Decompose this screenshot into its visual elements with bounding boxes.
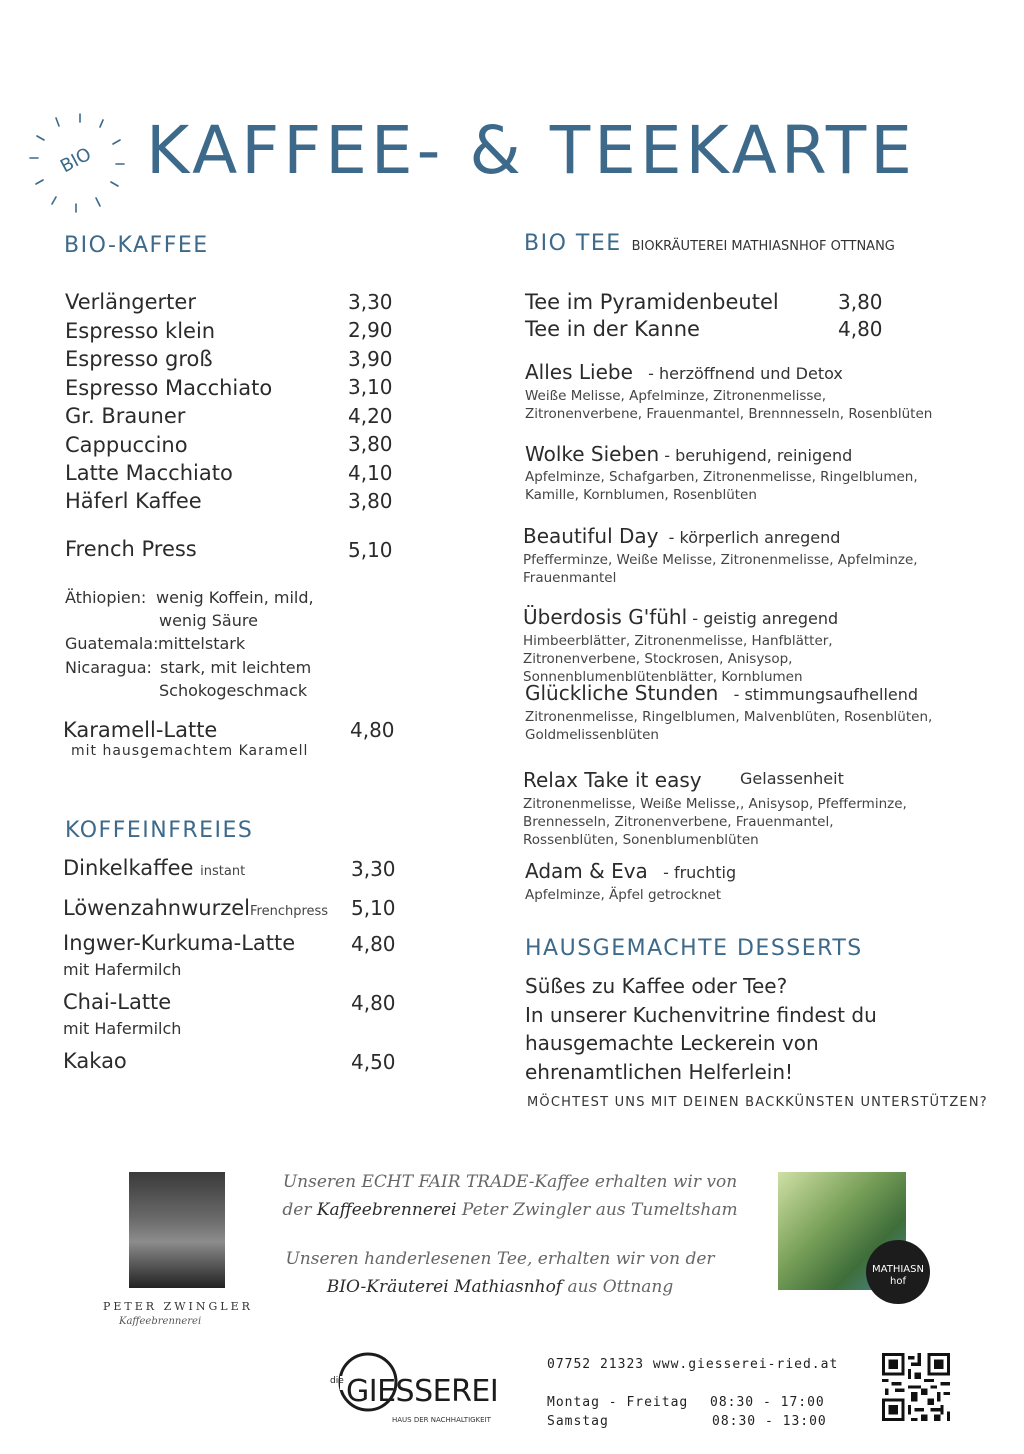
decaf-item-price: 3,30 — [351, 857, 396, 881]
coffee-item-name: Cappuccino — [65, 433, 188, 457]
tea-price-value: 3,80 — [838, 290, 883, 314]
decaf-item-sub: mit Hafermilch — [63, 1019, 182, 1038]
hours-time: 08:30 - 13:00 — [712, 1414, 827, 1429]
french-press-price: 5,10 — [348, 538, 393, 562]
tea-blend-ingredients: Zitronenmelisse, Ringelblumen, Malvenblüten, Rosenblüten, Goldmelissenblüten — [525, 709, 933, 743]
coffee-item-price: 2,90 — [348, 318, 393, 342]
tea-price-name: Tee in der Kanne — [525, 317, 700, 341]
origin-label: Äthiopien: — [65, 588, 147, 607]
decaf-item-price: 4,80 — [351, 991, 396, 1015]
credit-tea-line1: Unseren handerlesenen Tee, erhalten wir von der — [285, 1249, 715, 1269]
tea-blend-title: Überdosis G'fühl - geistig anregend — [523, 605, 839, 629]
coffee-item-price: 3,80 — [348, 489, 393, 513]
contact-info: 07752 21323 www.giesserei-ried.at — [547, 1357, 839, 1372]
decaf-heading: KOFFEINFREIES — [65, 818, 254, 843]
coffee-item-price: 3,80 — [348, 432, 393, 456]
tea-blend-title: Beautiful Day - körperlich anregend — [523, 524, 841, 548]
french-press-name: French Press — [65, 537, 197, 561]
coffee-item-name: Espresso groß — [65, 347, 213, 371]
origin-text: Schokogeschmack — [159, 681, 308, 700]
desserts-heading: HAUSGEMACHTE DESSERTS — [525, 936, 863, 961]
karamell-latte-price: 4,80 — [350, 718, 395, 742]
tea-blend-title: Adam & Eva - fruchtig — [525, 859, 737, 883]
hours-time: 08:30 - 17:00 — [710, 1395, 825, 1410]
origin-text: mittelstark — [158, 634, 246, 653]
peter-zwingler-photo — [129, 1172, 225, 1288]
decaf-item-name: Kakao — [63, 1049, 127, 1073]
tea-blend-ingredients: Zitronenmelisse, Weiße Melisse,, Anisysop, Pfefferminze, Brennesseln, Zitronenverbene, Frauenmantel, Rossenblüten, Sonenblumenblüten — [523, 796, 907, 848]
hours-days: Samstag — [547, 1414, 609, 1429]
coffee-item-name: Verlängerter — [65, 290, 196, 314]
coffee-item-price: 3,30 — [348, 290, 393, 314]
origin-label: Guatemala: — [65, 634, 159, 653]
tea-blend-ingredients: Himbeerblätter, Zitronenmelisse, Hanfblätter, Zitronenverbene, Stockrosen, Anisysop, Sonnenblumenblütenblätter, Kornblumen — [523, 633, 833, 685]
coffee-item-price: 3,90 — [348, 347, 393, 371]
credit-coffee-line1: Unseren ECHT FAIR TRADE-Kaffee erhalten wir von — [282, 1172, 738, 1192]
decaf-item-name: Dinkelkaffee instant — [63, 856, 246, 880]
tea-heading: BIO TEE BIOKRÄUTEREI MATHIASNHOF OTTNANG — [524, 231, 895, 256]
origin-text: stark, mit leichtem — [160, 658, 312, 677]
origin-label: Nicaragua: — [65, 658, 152, 677]
logo-prefix: die — [330, 1376, 344, 1386]
tea-blend-ingredients: Weiße Melisse, Apfelminze, Zitronenmelisse, Zitronenverbene, Frauenmantel, Brennnesseln, Rosenblüten — [525, 388, 933, 422]
decaf-item-price: 4,80 — [351, 932, 396, 956]
origin-text: wenig Säure — [159, 611, 258, 630]
desserts-text: Süßes zu Kaffee oder Tee? In unserer Kuchenvitrine findest du hausgemachte Leckerein von ehrenamtlichen Helferlein! — [525, 974, 877, 1084]
karamell-latte-sub: mit hausgemachtem Karamell — [71, 743, 309, 759]
credit-coffee-line2: der Kaffeebrennerei Peter Zwingler aus Tumeltsham — [282, 1200, 738, 1220]
coffee-item-price: 4,20 — [348, 404, 393, 428]
zwingler-name: PETER ZWINGLER — [103, 1300, 253, 1313]
origin-text: wenig Koffein, mild, — [156, 588, 314, 607]
tea-blend-title: Alles Liebe - herzöffnend und Detox — [525, 360, 843, 384]
decaf-item-name: Chai-Latte — [63, 990, 172, 1014]
coffee-item-price: 3,10 — [348, 375, 393, 399]
tea-blend-ingredients: Pfefferminze, Weiße Melisse, Zitronenmelisse, Apfelminze, Frauenmantel — [523, 552, 918, 586]
coffee-item-name: Häferl Kaffee — [65, 489, 202, 513]
decaf-item-name: Ingwer-Kurkuma-Latte — [63, 931, 296, 955]
karamell-latte-name: Karamell-Latte — [63, 718, 218, 742]
coffee-item-name: Latte Macchiato — [65, 461, 233, 485]
mathiasnhof-badge: MATHIASN hof — [866, 1240, 930, 1304]
tea-subheading: BIOKRÄUTEREI MATHIASNHOF OTTNANG — [631, 239, 895, 254]
page-title: KAFFEE- & TEEKARTE — [146, 112, 916, 189]
tea-price-name: Tee im Pyramidenbeutel — [525, 290, 779, 314]
tea-price-value: 4,80 — [838, 317, 883, 341]
coffee-item-name: Espresso klein — [65, 319, 216, 343]
decaf-item-name: LöwenzahnwurzelFrenchpress — [63, 896, 329, 920]
tea-blend-title: Relax Take it easy — [523, 768, 702, 792]
decaf-item-price: 4,50 — [351, 1050, 396, 1074]
desserts-cta: MÖCHTEST UNS MIT DEINEN BACKKÜNSTEN UNTERSTÜTZEN? — [527, 1095, 988, 1110]
tea-blend-ingredients: Apfelminze, Äpfel getrocknet — [525, 887, 722, 903]
decaf-item-price: 5,10 — [351, 896, 396, 920]
logo-subtitle: HAUS DER NACHHALTIGKEIT — [392, 1416, 491, 1424]
qr-code-icon[interactable] — [882, 1353, 950, 1421]
coffee-item-price: 4,10 — [348, 461, 393, 485]
bio-badge-label: BIO — [56, 143, 95, 178]
tea-blend-desc: Gelassenheit — [740, 769, 844, 788]
tea-blend-title: Wolke Sieben - beruhigend, reinigend — [525, 442, 853, 466]
coffee-item-name: Espresso Macchiato — [65, 376, 273, 400]
credit-tea-line2: BIO-Kräuterei Mathiasnhof aus Ottnang — [326, 1277, 674, 1297]
coffee-item-name: Gr. Brauner — [65, 404, 186, 428]
zwingler-sub: Kaffeebrennerei — [119, 1316, 202, 1327]
tea-blend-ingredients: Apfelminze, Schafgarben, Zitronenmelisse, Ringelblumen, Kamille, Kornblumen, Rosenblüten — [525, 469, 918, 503]
decaf-item-sub: mit Hafermilch — [63, 960, 182, 979]
tea-blend-title: Glückliche Stunden - stimmungsaufhellend — [525, 681, 919, 705]
hours-days: Montag - Freitag — [547, 1395, 689, 1410]
coffee-heading: BIO-KAFFEE — [64, 233, 209, 258]
logo-text: GIESSEREI — [346, 1374, 499, 1409]
